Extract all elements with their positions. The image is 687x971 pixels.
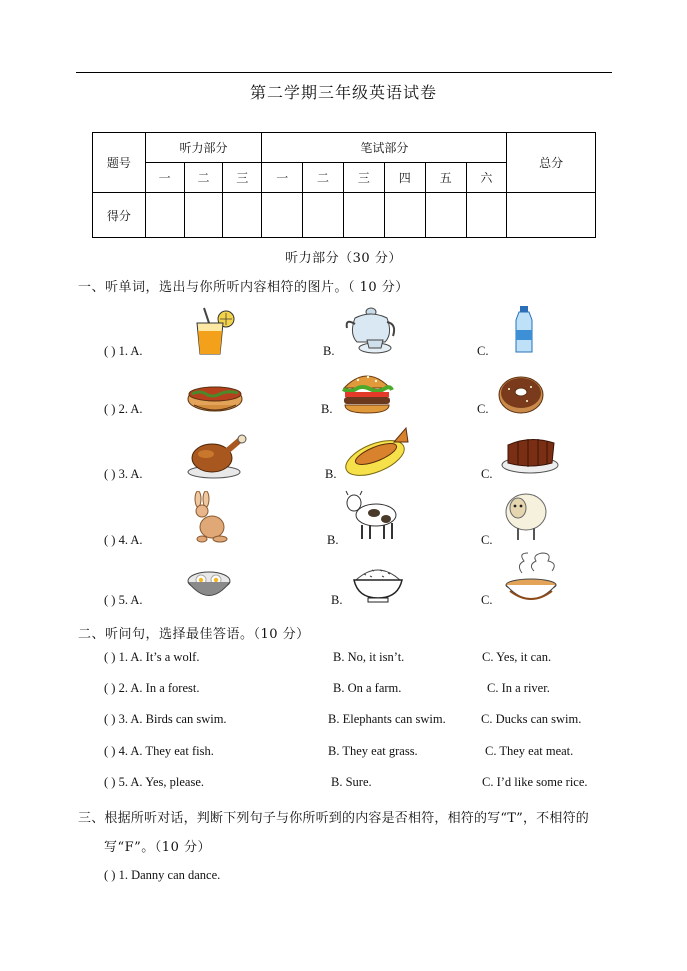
part1-heading: 一、听单词，选出与你所听内容相符的图片。（ 10 分） <box>78 280 409 295</box>
part2-q1-c: C. Yes, it can. <box>482 650 552 664</box>
score-cell[interactable] <box>384 193 425 238</box>
water-bottle-icon <box>514 306 534 354</box>
part1-q4-b: B. <box>327 533 339 547</box>
score-cell[interactable] <box>223 193 262 238</box>
col-writing-6: 六 <box>466 163 507 193</box>
roast-chicken-icon <box>186 434 248 480</box>
part1-q3-label: ( ) 3. A. <box>104 467 143 481</box>
total-header: 总分 <box>507 133 596 193</box>
part1-q5-label: ( ) 5. A. <box>104 593 143 607</box>
page-title: 第二学期三年级英语试卷 <box>249 83 437 102</box>
part2-q5-c: C. I’d like some rice. <box>482 775 588 789</box>
col-listening-3: 三 <box>223 163 262 193</box>
part2-q1-b: B. No, it isn’t. <box>333 650 405 664</box>
rice-bowl-icon <box>350 564 406 604</box>
cow-icon <box>344 489 402 541</box>
part2-q4-c: C. They eat meat. <box>485 744 574 758</box>
part1-q4-label: ( ) 4. A. <box>104 533 143 547</box>
row-label-score: 得分 <box>93 193 146 238</box>
part1-q1-b: B. <box>323 344 335 358</box>
writing-group-header: 笔试部分 <box>262 133 507 163</box>
part2-q4-b: B. They eat grass. <box>328 744 418 758</box>
part2-q1-a: ( ) 1. A. It’s a wolf. <box>104 650 200 664</box>
noodle-bowl-icon <box>186 565 232 603</box>
top-rule <box>76 72 612 73</box>
part1-q5-c: C. <box>481 593 493 607</box>
part1-q5-b: B. <box>331 593 343 607</box>
part2-q5-a: ( ) 5. A. Yes, please. <box>104 775 204 789</box>
score-cell[interactable] <box>425 193 466 238</box>
col-writing-1: 一 <box>262 163 303 193</box>
teapot-icon <box>345 304 397 356</box>
part2-q3-b: B. Elephants can swim. <box>328 712 446 726</box>
col-listening-2: 二 <box>184 163 223 193</box>
part1-q4-c: C. <box>481 533 493 547</box>
donut-icon <box>497 373 545 415</box>
col-writing-3: 三 <box>343 163 384 193</box>
part2-q3-c: C. Ducks can swim. <box>481 712 582 726</box>
ribs-icon <box>500 433 560 475</box>
part1-q1-label: ( ) 1. A. <box>104 344 143 358</box>
col-listening-1: 一 <box>145 163 184 193</box>
part2-q2-a: ( ) 2. A. In a forest. <box>104 681 200 695</box>
part2-heading: 二、听问句，选择最佳答语。（10 分） <box>78 627 310 642</box>
part3-heading-line2: 写“F”。（10 分） <box>104 840 211 855</box>
score-cell[interactable] <box>145 193 184 238</box>
rabbit-icon <box>188 491 230 545</box>
soup-bowl-icon <box>502 551 560 605</box>
col-writing-5: 五 <box>425 163 466 193</box>
part1-q2-label: ( ) 2. A. <box>104 402 143 416</box>
score-cell[interactable] <box>262 193 303 238</box>
part2-q2-c: C. In a river. <box>487 681 550 695</box>
part1-q1-c: C. <box>477 344 489 358</box>
part3-q1: ( ) 1. Danny can dance. <box>104 868 221 882</box>
listening-section-title: 听力部分（30 分） <box>285 251 402 266</box>
juice-glass-icon <box>190 306 238 356</box>
fish-dish-icon <box>342 424 412 476</box>
col-writing-2: 二 <box>303 163 344 193</box>
part2-q5-b: B. Sure. <box>331 775 372 789</box>
part1-q3-c: C. <box>481 467 493 481</box>
score-cell[interactable] <box>184 193 223 238</box>
score-table <box>92 132 596 238</box>
score-cell[interactable] <box>303 193 344 238</box>
part3-heading-line1: 三、根据所听对话，判断下列句子与你所听到的内容是否相符，相符的写“T”，不相符的 <box>78 811 589 826</box>
part1-q2-b: B. <box>321 402 333 416</box>
hot-dog-icon <box>186 379 244 415</box>
col-writing-4: 四 <box>384 163 425 193</box>
score-cell[interactable] <box>343 193 384 238</box>
part1-q3-b: B. <box>325 467 337 481</box>
hamburger-icon <box>340 368 394 414</box>
score-cell[interactable] <box>466 193 507 238</box>
row-label-number: 题号 <box>93 133 146 193</box>
listening-group-header: 听力部分 <box>145 133 262 163</box>
part1-q2-c: C. <box>477 402 489 416</box>
score-cell-total[interactable] <box>507 193 596 238</box>
part2-q4-a: ( ) 4. A. They eat fish. <box>104 744 214 758</box>
part2-q3-a: ( ) 3. A. Birds can swim. <box>104 712 227 726</box>
part2-q2-b: B. On a farm. <box>333 681 402 695</box>
sheep-icon <box>502 488 548 542</box>
